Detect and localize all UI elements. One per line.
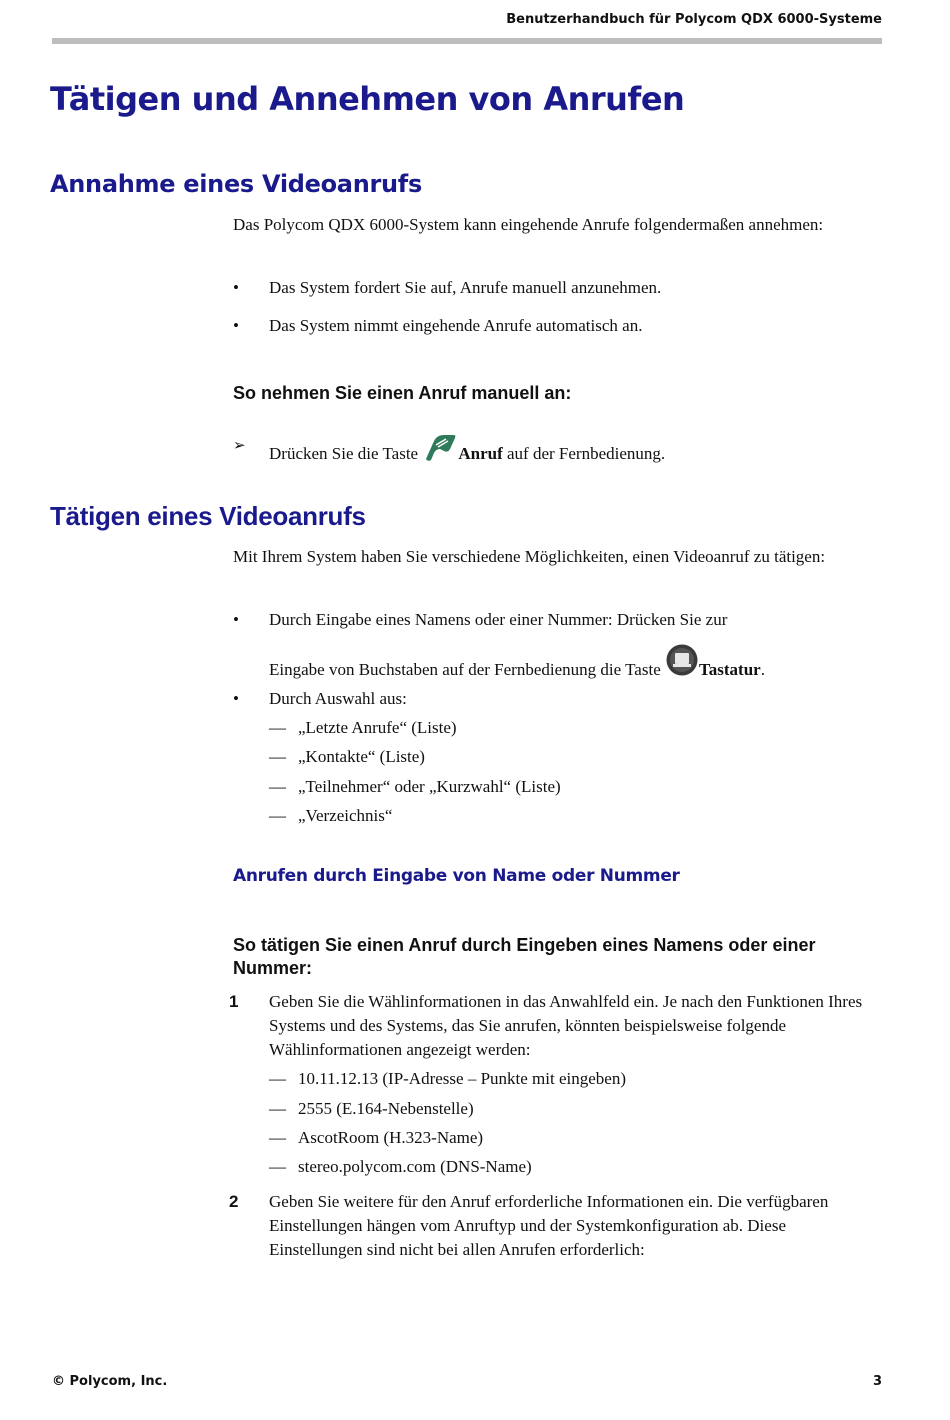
step-text-after: auf der Fernbedienung.	[502, 444, 666, 463]
header-title: Benutzerhandbuch für Polycom QDX 6000-Systeme	[506, 12, 882, 27]
step-number: 1	[229, 992, 239, 1011]
step-text-before: Drücken Sie die Taste	[269, 444, 423, 463]
list-item: Durch Eingabe eines Namens oder einer Nummer: Drücken Sie zur	[269, 610, 728, 629]
bullet-marker: •	[233, 689, 239, 708]
step-marker: ➢	[233, 436, 246, 454]
bullet-marker: •	[233, 278, 239, 297]
list-item: Durch Auswahl aus:	[269, 689, 407, 708]
list-item: Das System fordert Sie auf, Anrufe manuell anzunehmen.	[269, 278, 662, 297]
keyboard-key-icon	[665, 643, 699, 689]
page-title: Tätigen und Annehmen von Anrufen	[50, 80, 685, 118]
dash-marker: —	[269, 777, 286, 796]
step-text: Geben Sie die Wählinformationen in das Anwahlfeld ein. Je nach den Funktionen Ihres Systems und des Systems, das Sie anrufen, könnten beispielsweise folgende Wählinformationen angezeigt werden:	[269, 992, 863, 1059]
dash-marker: —	[269, 747, 286, 766]
bullet-marker: •	[233, 610, 239, 629]
list-item-continuation	[269, 643, 879, 689]
section-heading-place: Tätigen eines Videoanrufs	[50, 501, 366, 531]
step-text: Geben Sie weitere für den Anruf erforderliche Informationen ein. Die verfügbaren Einstellungen hängen vom Anruftyp und der Systemkonfiguration ab. Diese Einstellungen sind nicht bei allen Anrufen erforderlich:	[269, 1192, 829, 1259]
dash-marker: —	[269, 806, 286, 825]
list-item: Das System nimmt eingehende Anrufe automatisch an.	[269, 316, 643, 335]
bullet1-period: .	[760, 660, 765, 679]
example-item: 2555 (E.164-Nebenstelle)	[298, 1099, 474, 1118]
choice-item: „Verzeichnis“	[298, 806, 393, 825]
header-rule	[52, 38, 882, 44]
footer-copyright: © Polycom, Inc.	[52, 1374, 168, 1389]
dash-marker: —	[269, 1069, 286, 1088]
choice-item: „Teilnehmer“ oder „Kurzwahl“ (Liste)	[298, 777, 561, 796]
keyboard-key-label: Tastatur	[699, 660, 761, 679]
section1-intro: Das Polycom QDX 6000-System kann eingehende Anrufe folgendermaßen annehmen:	[233, 215, 824, 234]
choice-item: „Kontakte“ (Liste)	[298, 747, 425, 766]
manual-answer-step	[269, 433, 879, 470]
page-number: 3	[872, 1374, 882, 1389]
dash-marker: —	[269, 1099, 286, 1118]
example-item: AscotRoom (H.323-Name)	[298, 1128, 484, 1147]
choice-item: „Letzte Anrufe“ (Liste)	[298, 718, 457, 737]
dash-marker: —	[269, 1128, 286, 1147]
procedure-title-dial: So tätigen Sie einen Anruf durch Eingeben eines Namens oder einer Nummer:	[233, 935, 816, 978]
procedure-title-manual: So nehmen Sie einen Anruf manuell an:	[233, 383, 572, 403]
bullet1-text: Eingabe von Buchstaben auf der Fernbedienung die Taste	[269, 660, 665, 679]
step-number: 2	[229, 1192, 239, 1211]
section2-intro: Mit Ihrem System haben Sie verschiedene Möglichkeiten, einen Videoanruf zu tätigen:	[233, 547, 826, 566]
dash-marker: —	[269, 1157, 286, 1176]
bullet-marker: •	[233, 316, 239, 335]
dash-marker: —	[269, 718, 286, 737]
section-heading-receive: Annahme eines Videoanrufs	[50, 170, 422, 198]
step-key-label: Anruf	[458, 444, 503, 463]
example-item: stereo.polycom.com (DNS-Name)	[298, 1157, 532, 1176]
example-item: 10.11.12.13 (IP-Adresse – Punkte mit eingeben)	[298, 1069, 626, 1088]
phone-key-icon	[422, 433, 458, 470]
subheading-dial-by-name: Anrufen durch Eingabe von Name oder Nummer	[233, 866, 680, 886]
